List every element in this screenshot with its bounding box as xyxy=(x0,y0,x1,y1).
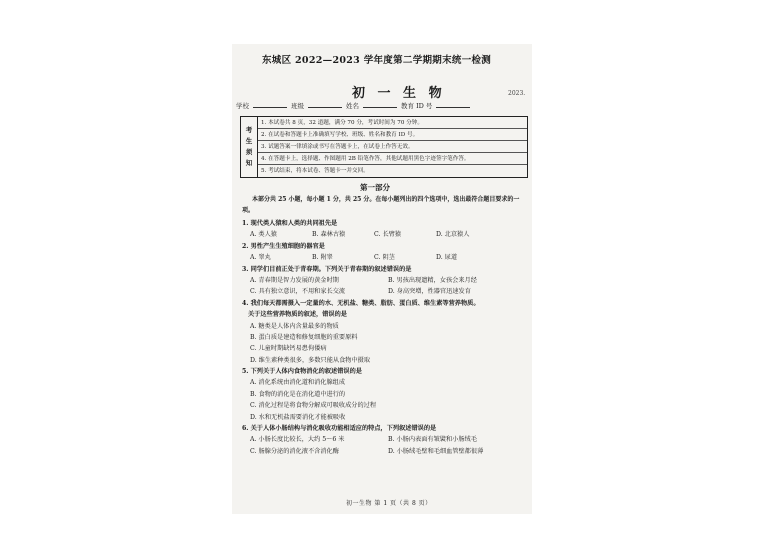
name-blank xyxy=(363,101,397,108)
question-stem-continued: 关于这些营养物质的叙述，错误的是 xyxy=(248,311,347,319)
option-row xyxy=(242,321,526,332)
notice-label-char: 考 xyxy=(245,126,253,134)
option-row xyxy=(242,377,526,388)
answer-option: A. 类人猿 xyxy=(250,231,277,239)
answer-option: C. 具有独立意识，不用和家长交流 xyxy=(250,288,346,296)
notice-items xyxy=(258,117,527,177)
answer-option: B. 蛋白质是建造和修复细胞的重要原料 xyxy=(250,333,358,341)
exam-notice-box xyxy=(240,116,528,178)
answer-option: C. 消化过程是将食物分解成可吸收成分的过程 xyxy=(250,402,377,410)
option-row xyxy=(242,286,526,297)
option-row xyxy=(242,229,526,240)
student-info-row xyxy=(236,101,526,110)
page-footer: 初一生物 第 1 页（共 8 页） xyxy=(346,500,432,507)
answer-option: D. 水和无机盐需要消化才能被吸收 xyxy=(250,413,346,421)
notice-item: 3. 试题答案一律填涂或书写在答题卡上，在试卷上作答无效。 xyxy=(258,141,527,153)
option-row xyxy=(242,355,526,366)
school-blank xyxy=(253,101,287,108)
option-row xyxy=(242,343,526,354)
answer-option: A. 消化系统由消化道和消化腺组成 xyxy=(250,379,346,387)
notice-label-char: 须 xyxy=(245,148,253,156)
notice-label xyxy=(241,117,258,177)
class-blank xyxy=(308,101,342,108)
answer-option: A. 睾丸 xyxy=(250,254,271,262)
answer-option: C. 肠腺分泌的消化液不含消化酶 xyxy=(250,447,339,455)
notice-item: 4. 在答题卡上，选择题、作图题用 2B 铅笔作答，其他试题用黑色字迹签字笔作答。 xyxy=(258,153,527,165)
answer-option: C. 阴茎 xyxy=(374,254,395,262)
option-row xyxy=(242,332,526,343)
option-row xyxy=(242,412,526,423)
question-stem: 4. 我们每天都需摄入一定量的水、无机盐、糖类、脂肪、蛋白质、维生素等营养物质。 xyxy=(242,299,480,307)
answer-option: D. 小肠绒毛壁和毛细血管壁都很薄 xyxy=(388,447,484,455)
answer-option: A. 糖类是人体内含量最多的物质 xyxy=(250,322,339,330)
answer-option: D. 北京猿人 xyxy=(436,231,470,239)
notice-label-char: 生 xyxy=(245,137,253,145)
subject-title: 初 一 生 物 xyxy=(352,86,446,101)
option-row xyxy=(242,252,526,263)
name-label: 姓名 xyxy=(346,102,359,110)
id-label: 教育 ID 号 xyxy=(401,102,433,110)
id-blank xyxy=(436,101,470,108)
question-list xyxy=(242,218,526,457)
section-title: 第一部分 xyxy=(360,183,390,192)
class-label: 班级 xyxy=(291,102,304,110)
notice-label-char: 知 xyxy=(245,159,253,167)
answer-option: D. 身高突增，性器官迅速发育 xyxy=(388,288,471,296)
option-row xyxy=(242,434,526,445)
option-row xyxy=(242,400,526,411)
exam-title: 东城区 2022—2023 学年度第二学期期末统一检测 xyxy=(262,55,492,66)
answer-option: A. 青春期是智力发展的黄金时期 xyxy=(250,276,339,284)
school-label: 学校 xyxy=(236,102,249,110)
notice-item: 5. 考试结束，将本试卷、答题卡一并交回。 xyxy=(261,168,369,174)
notice-item: 2. 在试卷和答题卡上准确填写学校、班级、姓名和教育 ID 号。 xyxy=(258,129,527,141)
option-row xyxy=(242,446,526,457)
answer-option: B. 食物的消化是在消化道中进行的 xyxy=(250,390,346,398)
question-stem: 1. 现代类人猿和人类的共同祖先是 xyxy=(242,220,338,227)
question-stem: 5. 下列关于人体内食物消化的叙述错误的是 xyxy=(242,368,362,376)
answer-option: A. 小肠长度比较长，大约 5～6 米 xyxy=(250,436,345,444)
option-row xyxy=(242,389,526,400)
answer-option: B. 小肠内表面有皱襞和小肠绒毛 xyxy=(388,436,477,444)
question-stem: 3. 同学们目前正处于青春期。下列关于青春期的叙述错误的是 xyxy=(242,265,412,273)
answer-option: C. 长臂猿 xyxy=(374,231,402,239)
answer-option: B. 男孩出现遗精，女孩会来月经 xyxy=(388,276,477,284)
notice-item: 1. 本试卷共 8 页，32 道题，满分 70 分，考试时间为 70 分钟。 xyxy=(258,117,527,129)
section-intro: 本部分共 25 小题，每小题 1 分，共 25 分。在每小题列出的四个选项中，选出最符合题目要求的一项。 xyxy=(242,196,520,214)
exam-date-code: 2023. xyxy=(508,90,526,97)
answer-option: D. 维生素种类很多，多数只能从食物中摄取 xyxy=(250,356,371,364)
question-stem: 6. 关于人体小肠结构与消化吸收功能相适应的特点，下列叙述错误的是 xyxy=(242,425,437,433)
option-row xyxy=(242,275,526,286)
answer-option: B. 森林古猿 xyxy=(312,231,346,239)
question-stem: 2. 男性产生生殖细胞的器官是 xyxy=(242,242,325,250)
answer-option: B. 附睾 xyxy=(312,254,333,262)
answer-option: D. 尿道 xyxy=(436,254,458,262)
answer-option: C. 儿童时期缺钙易患佝偻病 xyxy=(250,345,327,353)
